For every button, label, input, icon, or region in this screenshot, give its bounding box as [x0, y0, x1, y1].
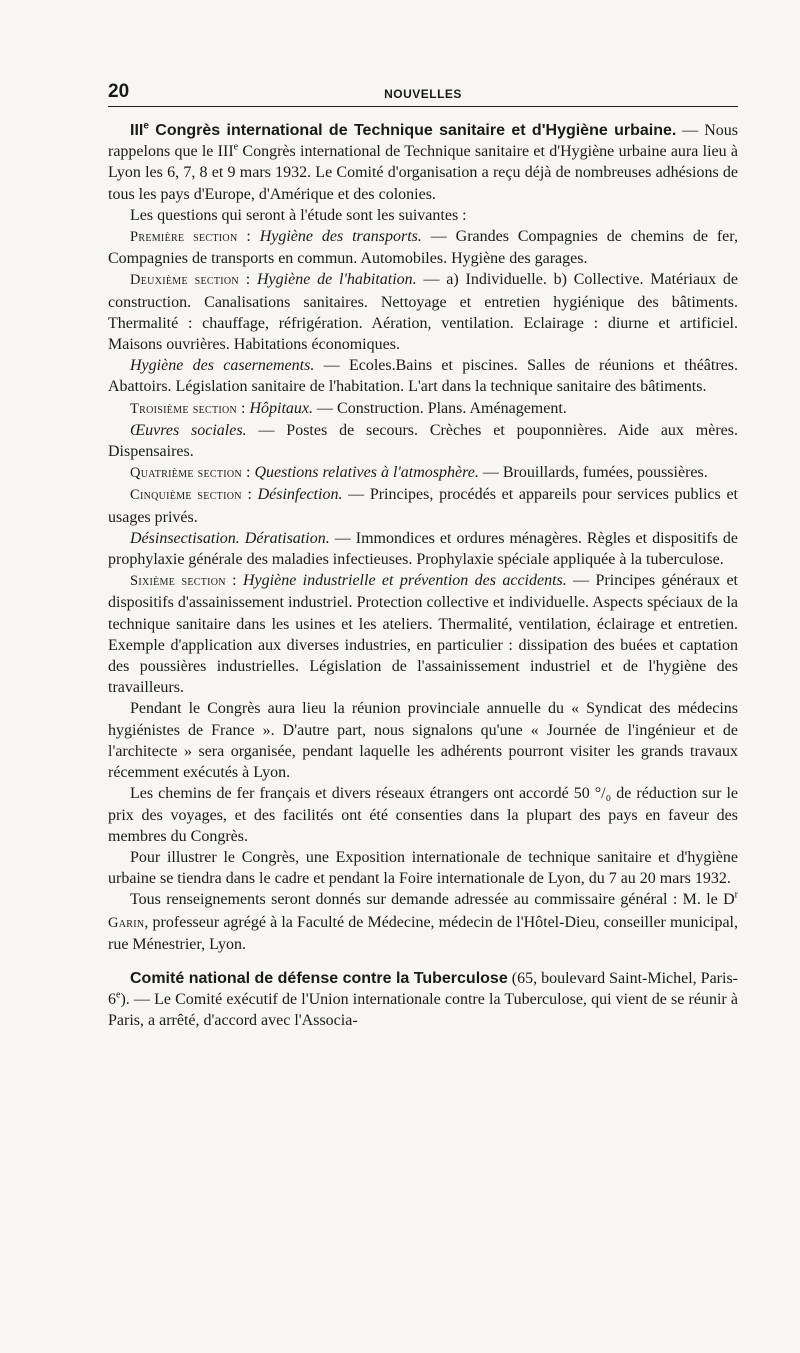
comite-paragraph: Comité national de défense contre la Tuberculose (65, boulevard Saint-Michel, Paris-6e). — Le Comité exécutif de l'Union internationale contre la Tuberculose, qui vient de se réunir à Paris, a arrêté, d'accord avec l'Associa-	[108, 969, 739, 1030]
section-3: Troisième section : Hôpitaux. — Construction. Plans. Aménagement.	[130, 399, 567, 417]
exposition-paragraph: Pour illustrer le Congrès, une Exposition internationale de technique sanitaire et d'hygiène urbaine se tiendra dans le cadre et pendant la Foire internationale de Lyon, du 7 au 20 mars 1932.	[108, 848, 738, 888]
section-2-casernements: Hygiène des casernements. — Ecoles.Bains et piscines. Salles de réunions et théâtres. Abattoirs. Législation sanitaire de l'habitation. L'art dans la technique sanitaire des bâtiments.	[108, 357, 739, 396]
running-title: NOUVELLES	[384, 87, 462, 101]
section-3-oeuvres: Œuvres sociales. — Postes de secours. Crèches et pouponnières. Aide aux mères. Dispensaires.	[108, 421, 738, 461]
section-2: Deuxième section : Hygiène de l'habitation. — a) Individuelle. b) Collective. Matériaux de construction. Canalisations sanitaires. Nettoyage et entretien hygiénique des bâtiments. Thermalité : chauffage, réfrigération. Aération, ventilation. Eclairage : diurne et artificiel. Maisons ouvrières. Habitations économiques.	[108, 271, 738, 354]
section-6: Sixième section : Hygiène industrielle et prévention des accidents. — Principes généraux et dispositifs d'assainissement industriel. Protection collective et individuelle. Aspects spéciaux de la technique sanitaire dans les usines et les ateliers. Thermalité, ventilation, éclairage et entretien. Exemple d'application aux diverses industries, en particulier : dissipation des buées et captation des poussières industrielles. Législation de l'assainissement industriel et de l'hygiène des travailleurs.	[108, 572, 738, 697]
page-header	[108, 82, 738, 107]
page	[108, 0, 738, 1353]
article-body	[108, 120, 738, 1032]
comite-title: Comité national de défense contre la Tuberculose	[130, 969, 508, 987]
section-1: Première section : Hygiène des transports. — Grandes Compagnies de chemins de fer, Compagnies de transports en commun. Automobiles. Hygiène des garages.	[108, 228, 738, 268]
section-5: Cinquième section : Désinfection. — Principes, procédés et appareils pour services publics et usages privés.	[108, 486, 738, 526]
page-number: 20	[108, 81, 130, 102]
questions-intro: Les questions qui seront à l'étude sont les suivantes :	[130, 206, 467, 224]
section-4: Quatrième section : Questions relatives à l'atmosphère. — Brouillards, fumées, poussières.	[130, 464, 708, 482]
section-5-desinsectisation: Désinsectisation. Dératisation. — Immondices et ordures ménagères. Règles et dispositifs de prophylaxie générale des maladies infectieuses. Prophylaxie spéciale appliquée à la tuberculose.	[108, 529, 739, 569]
congres-title: IIIe Congrès international de Technique sanitaire et d'Hygiène urbaine.	[130, 120, 677, 139]
chemins-de-fer-paragraph: Les chemins de fer français et divers réseaux étrangers ont accordé 50 °/₀ de réduction sur le prix des voyages, et des facilités ont été consenties dans la plupart des pays en faveur des membres du Congrès.	[108, 785, 739, 845]
syndicat-paragraph: Pendant le Congrès aura lieu la réunion provinciale annuelle du « Syndicat des médecins hygiénistes de France ». D'autre part, nous signalons qu'une « Journée de l'ingénieur et de l'architecte » sera organisée, pendant laquelle les adhérents pourront visiter les grands travaux récemment exécutés à Lyon.	[108, 700, 738, 782]
renseignements-paragraph: Tous renseignements seront donnés sur demande adressée au commissaire général : M. le $D^r$ Garin, professeur agrégé à la Faculté de Médecine, médecin de l'Hôtel-Dieu, conseiller municipal, rue Ménestrier, Lyon.	[108, 889, 738, 953]
congres-intro-paragraph: IIIe Congrès international de Technique sanitaire et d'Hygiène urbaine. — Nous rappelons que le IIIe Congrès international de Technique sanitaire et d'Hygiène urbaine aura lieu à Lyon les 6, 7, 8 et 9 mars 1932. Le Comité d'organisation a reçu déjà de nombreuses adhésions de tous les pays d'Europe, d'Amérique et des colonies.	[108, 120, 739, 203]
